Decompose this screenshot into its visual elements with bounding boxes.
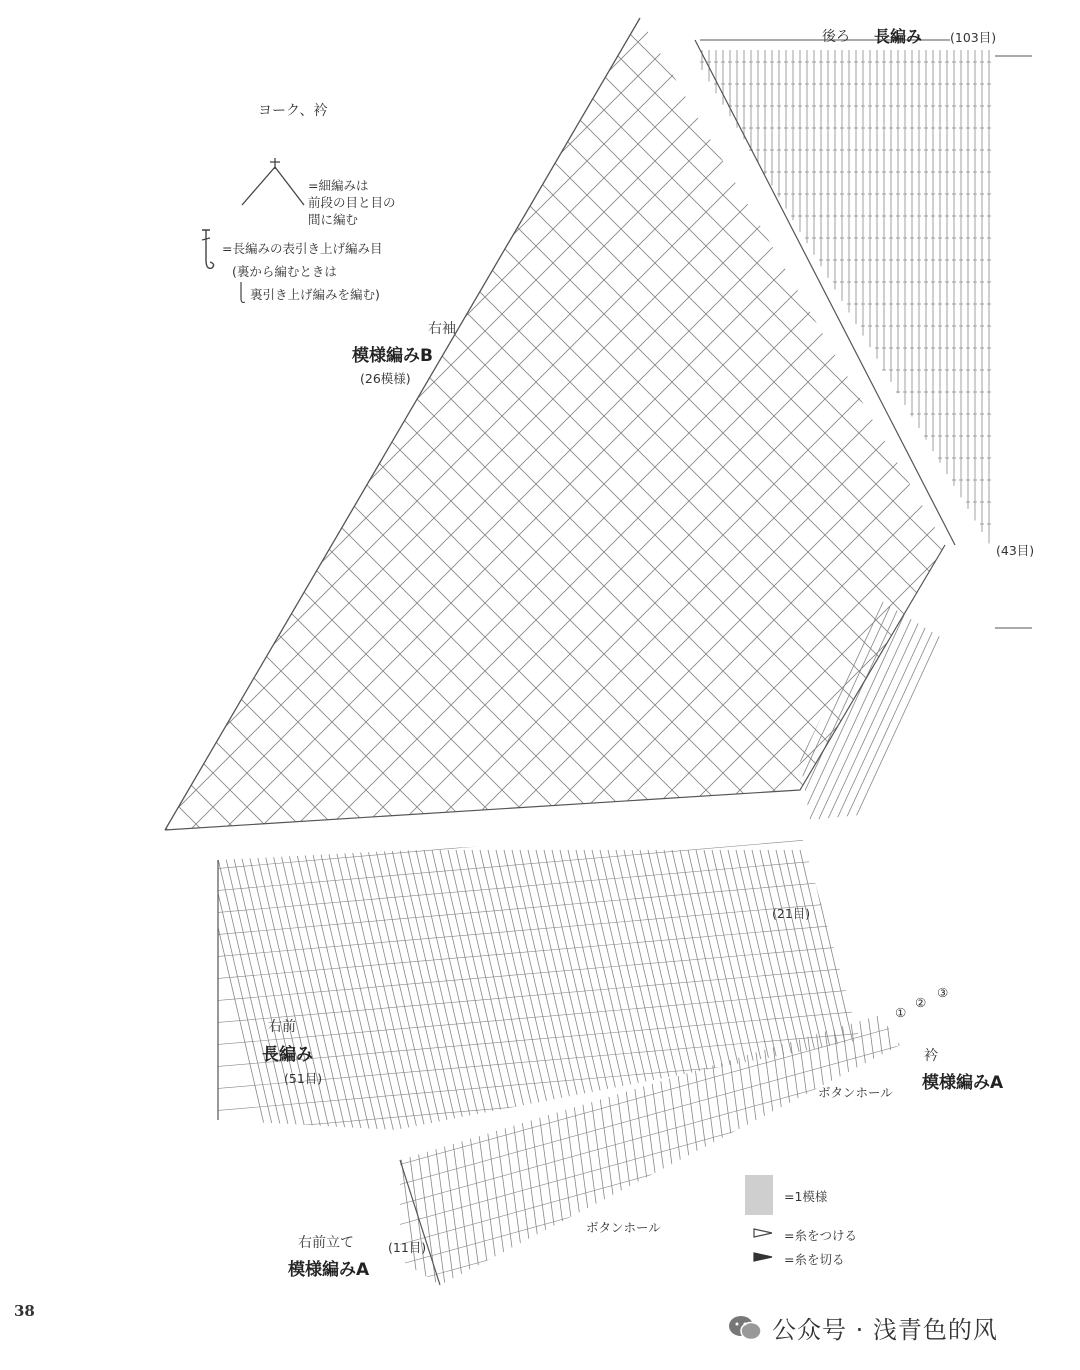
legend-sc-line1: =細編みは: [308, 178, 369, 193]
collar-pattern-label: 模様編みA: [922, 1073, 1004, 1093]
row-marker-2: ②: [915, 995, 927, 1010]
buttonhole-label-1: ボタンホール: [818, 1085, 893, 1100]
watermark-text: 公众号 · 浅青色的风: [772, 1316, 998, 1344]
placket-pattern-label: 模様編みA: [288, 1260, 370, 1280]
yoke-label: ヨーク、衿: [258, 103, 328, 119]
front-label: 右前: [268, 1019, 296, 1035]
watermark: [728, 1310, 998, 1345]
single-crochet-symbol-icon: [238, 155, 308, 210]
post-stitch-symbol-icon: [196, 228, 218, 274]
cut-yarn-icon: [752, 1250, 776, 1264]
sleeve-pattern-label: 模様編みB: [352, 346, 433, 366]
legend-repeat: =1模様: [784, 1189, 828, 1204]
front-stitch-label: 長編み: [262, 1045, 313, 1065]
row-marker-1: ①: [895, 1005, 907, 1020]
collar-label: 衿: [924, 1048, 938, 1064]
legend-sc-line2: 前段の目と目の: [308, 195, 396, 210]
placket-label: 右前立て: [298, 1235, 354, 1251]
legend-sc-line3: 間に編む: [308, 212, 359, 227]
band-count-label: (21目): [772, 906, 811, 921]
legend-join: =糸をつける: [784, 1228, 857, 1243]
page-number: 38: [14, 1302, 35, 1320]
legend-post-line1: =長編みの表引き上げ編み目: [222, 241, 383, 256]
buttonhole-label-2: ボタンホール: [586, 1220, 661, 1235]
legend-cut: =糸を切る: [784, 1252, 845, 1267]
wechat-icon: [728, 1314, 762, 1342]
sleeve-count-label: (26模様): [360, 371, 411, 386]
legend-post-line3: 裏引き上げ編みを編む): [250, 287, 380, 302]
back-stitch-label: 長編み: [874, 27, 923, 46]
back-label: 後ろ: [822, 29, 850, 45]
back-post-symbol-icon: [235, 280, 247, 306]
back-count2-label: (43目): [996, 543, 1035, 558]
sleeve-label: 右袖: [428, 321, 456, 337]
legend-post-line2: (裏から編むときは: [232, 264, 337, 279]
back-count-label: (103目): [950, 30, 997, 45]
join-yarn-icon: [752, 1226, 776, 1240]
row-marker-3: ③: [937, 985, 949, 1000]
front-count-label: (51目): [284, 1071, 323, 1086]
repeat-swatch: [745, 1175, 773, 1215]
placket-count-label: (11目): [388, 1240, 427, 1255]
